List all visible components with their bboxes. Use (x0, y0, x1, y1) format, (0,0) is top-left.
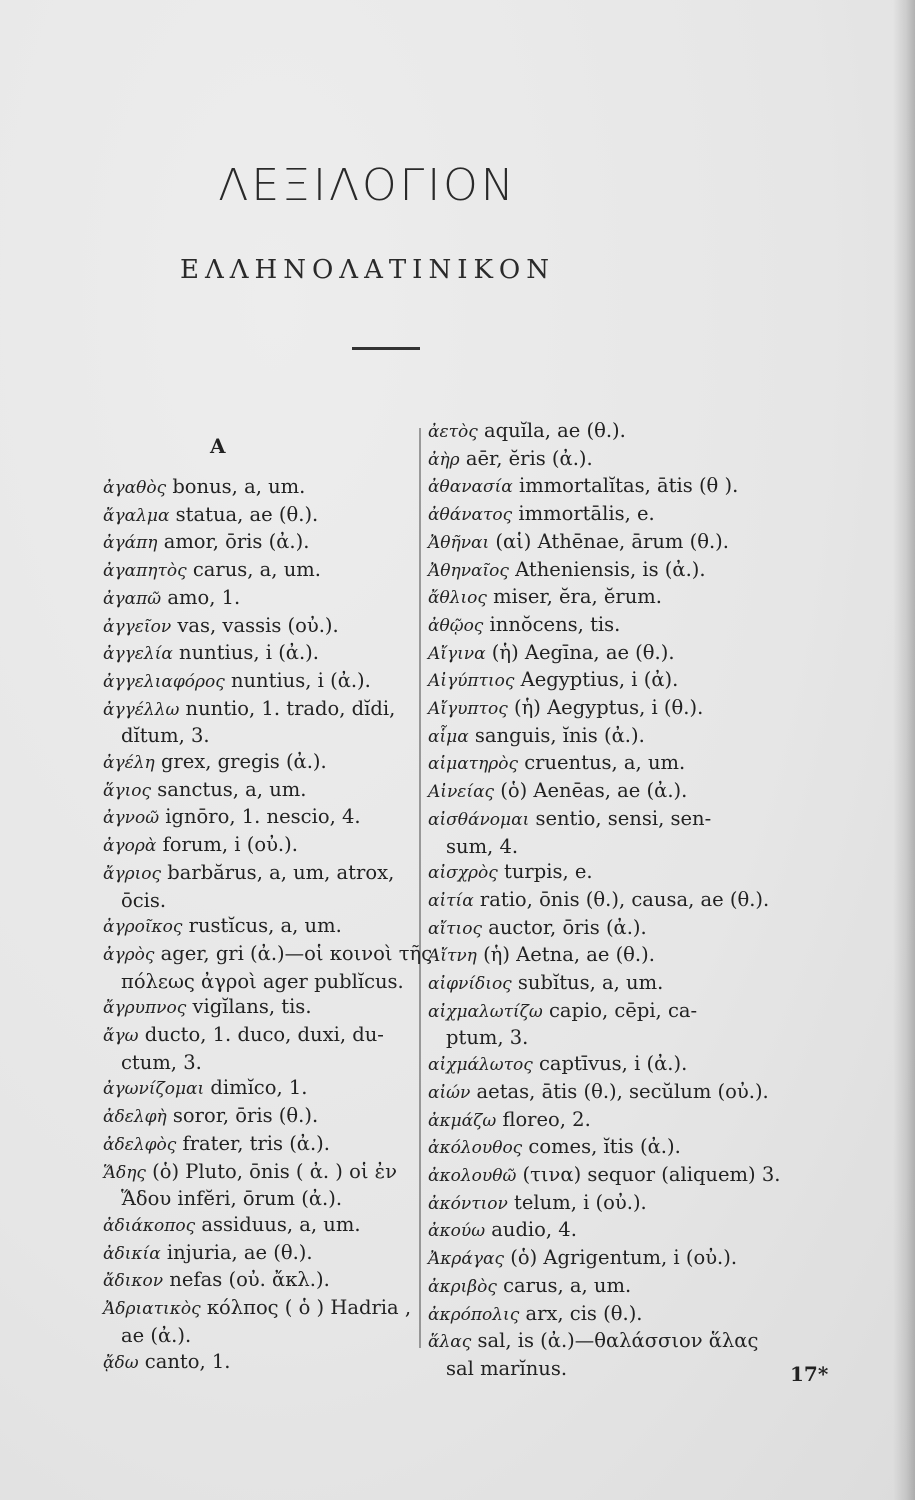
headword: αἰχμάλωτος (428, 1055, 533, 1076)
headword: ἀδελφὴ (103, 1107, 167, 1128)
headword: αἰφνίδιος (428, 974, 512, 995)
gloss: bonus, a, um. (172, 475, 306, 498)
gloss: grex, gregis (ἀ.). (160, 750, 327, 774)
dictionary-entry (428, 915, 828, 943)
headword: ἄγριος (103, 863, 162, 884)
headword: ἀκμάζω (428, 1110, 497, 1131)
gloss: ager, gri (ἀ.)—οἱ κοινοὶ τῆς (160, 941, 433, 965)
dictionary-entry (103, 1240, 421, 1268)
dictionary-entry (103, 668, 421, 696)
dictionary-entry (103, 1295, 421, 1323)
dictionary-entry (428, 695, 828, 723)
dictionary-entry (428, 667, 828, 695)
gloss: barbărus, a, um, atrox, (167, 860, 395, 884)
dictionary-entry (428, 942, 828, 970)
gloss: Aegyptius, i (ἀ). (520, 668, 679, 692)
headword: Αἴγυπτος (428, 699, 508, 720)
dictionary-entry (103, 557, 421, 585)
headword: ἀθάνατος (428, 505, 513, 526)
gloss: ignōro, 1. nescio, 4. (165, 805, 361, 829)
gloss: sentio, sensi, sen- (535, 806, 712, 830)
gloss: (ὁ) Aenēas, ae (ἀ.). (500, 779, 688, 803)
section-letter: Α (210, 434, 226, 458)
gloss: nuntius, i (ἀ.). (230, 668, 371, 692)
headword: Αἴτνη (428, 946, 477, 967)
headword: ἄθλιος (428, 588, 487, 609)
gloss: nefas (οὐ. ἄκλ.). (169, 1268, 330, 1292)
gloss: capio, cēpi, ca- (548, 998, 698, 1022)
gloss: (ὁ) Agrigentum, i (οὐ.). (510, 1246, 738, 1270)
page-title: ΛΕΞΙΛΟΓΙΟΝ (218, 160, 517, 211)
dictionary-entry (428, 473, 828, 501)
gloss: statua, ae (θ.). (175, 502, 319, 526)
gloss-continuation: dĭtum, 3. (121, 724, 210, 748)
dictionary-entry (428, 859, 828, 887)
headword: Ἀθῆναι (428, 532, 490, 553)
gloss: ratio, ōnis (θ.), causa, ae (θ.). (479, 887, 770, 911)
headword: ἀγαθὸς (103, 478, 167, 498)
headword: αἱματηρὸς (428, 754, 519, 775)
dictionary-entry (103, 1131, 421, 1159)
gloss: κόλπος ( ὁ ) Hadria , (206, 1296, 412, 1320)
gloss: Atheniensis, is (ἀ.). (515, 557, 706, 581)
dictionary-entry (103, 1212, 421, 1240)
gloss-continuation: ōcis. (121, 888, 167, 912)
dictionary-entry (103, 994, 421, 1022)
dictionary-entry (428, 887, 828, 915)
headword: ἀγγέλλω (103, 699, 180, 720)
gloss: aquĭla, ae (θ.). (483, 419, 626, 442)
headword: Αἰνείας (428, 782, 495, 803)
headword: αἰών (428, 1082, 471, 1103)
dictionary-entry (103, 696, 421, 724)
headword: αἰχμαλωτίζω (428, 1001, 543, 1022)
dictionary-entry (103, 1022, 421, 1050)
dictionary-entry (428, 806, 828, 834)
dictionary-entry (428, 418, 828, 446)
dictionary-entry (428, 1107, 828, 1135)
dictionary-entry (428, 970, 828, 998)
gloss: immortālis, e. (518, 502, 655, 526)
headword: Ἅδης (103, 1162, 146, 1183)
gloss-continuation: ptum, 3. (446, 1026, 529, 1050)
gloss: (ἡ) Aegyptus, i (θ.). (513, 696, 704, 720)
dictionary-entry (428, 1051, 828, 1079)
dictionary-entry (428, 584, 828, 612)
headword: ἀκόλουθος (428, 1138, 523, 1159)
gloss: (ἡ) Aegīna, ae (θ.). (491, 640, 675, 664)
title-rule (352, 347, 420, 350)
dictionary-entry (103, 640, 421, 668)
dictionary-entry (428, 612, 828, 640)
headword: ἀθανασία (428, 477, 513, 498)
dictionary-entry (103, 474, 421, 502)
gloss: canto, 1. (144, 1349, 231, 1373)
headword: ἀγρὸς (103, 944, 155, 965)
headword: ἀγνοῶ (103, 808, 160, 829)
dictionary-entry (428, 1134, 828, 1162)
dictionary-entry (103, 1267, 421, 1295)
headword: Αἰγύπτιος (428, 671, 515, 692)
gloss-continuation: πόλεως ἀγροὶ ager publĭcus. (121, 969, 404, 993)
gloss: floreo, 2. (502, 1107, 591, 1131)
dictionary-entry (103, 1349, 421, 1377)
headword: αἰτία (428, 890, 474, 911)
gloss: audio, 4. (491, 1218, 577, 1242)
gloss: ducto, 1. duco, duxi, du- (144, 1023, 384, 1047)
headword: ἀκρόπολις (428, 1304, 520, 1325)
dictionary-entry (428, 1190, 828, 1218)
headword: ἀθῷος (428, 615, 484, 636)
headword: ἀγωνίζομαι (103, 1079, 205, 1100)
gloss: frater, tris (ἀ.). (182, 1131, 330, 1155)
headword: ἀγαπητὸς (103, 561, 187, 582)
headword: Ἀκράγας (428, 1249, 505, 1270)
headword: ἀὴρ (428, 449, 460, 470)
dictionary-entry (103, 804, 421, 832)
gloss: amo, 1. (167, 585, 241, 609)
dictionary-entry (103, 941, 433, 969)
dictionary-entry (428, 446, 828, 474)
dictionary-entry (103, 832, 421, 860)
gloss: arx, cis (θ.). (525, 1301, 643, 1325)
page-edge-shadow (893, 0, 915, 1500)
dictionary-entry (428, 640, 828, 668)
dictionary-entry (428, 1079, 828, 1107)
gloss-continuation: ctum, 3. (121, 1050, 202, 1074)
gloss: forum, i (οὐ.). (162, 833, 298, 857)
headword: αἰσχρὸς (428, 863, 498, 884)
gloss: (τινα) sequor (aliquem) 3. (522, 1162, 781, 1186)
right-column (428, 418, 828, 1382)
dictionary-entry (103, 749, 421, 777)
headword: ἀγροῖκος (103, 917, 183, 938)
headword: ἅγιος (103, 780, 152, 801)
dictionary-entry (428, 723, 828, 751)
dictionary-entry (428, 529, 828, 557)
gloss: assiduus, a, um. (201, 1212, 361, 1236)
left-column (103, 474, 433, 1376)
headword: ἀκολουθῶ (428, 1165, 517, 1186)
headword: ἀγγελιαφόρος (103, 671, 225, 692)
headword: ἀγγεῖον (103, 616, 172, 637)
gloss: rustĭcus, a, um. (188, 914, 342, 938)
headword: αἰσθάνομαι (428, 809, 530, 830)
headword: ἀετὸς (428, 422, 478, 442)
headword: ἄγω (103, 1026, 139, 1047)
gloss-continuation: sum, 4. (446, 834, 519, 858)
headword: ἄγαλμα (103, 505, 170, 526)
gloss: sanctus, a, um. (157, 777, 307, 801)
gloss: nuntio, 1. trado, dĭdi, (185, 696, 396, 720)
headword: ἀκόντιον (428, 1193, 508, 1214)
headword: ἄγρυπνος (103, 998, 187, 1019)
headword: αἷμα (428, 726, 469, 747)
gloss-continuation: Ἅδου infĕri, ōrum (ἀ.). (121, 1187, 343, 1211)
dictionary-entry (103, 1159, 421, 1187)
gloss: (ἡ) Aetna, ae (θ.). (483, 943, 655, 967)
dictionary-entry (428, 501, 828, 529)
headword: αἴτιος (428, 918, 482, 939)
dictionary-entry (103, 502, 421, 530)
gloss: auctor, ōris (ἀ.). (488, 915, 647, 939)
dictionary-entry (103, 529, 421, 557)
dictionary-entry (428, 1217, 828, 1245)
gloss: carus, a, um. (192, 558, 321, 582)
gloss: turpis, e. (504, 860, 593, 884)
headword: ἀγέλη (103, 753, 155, 774)
gloss: miser, ĕra, ĕrum. (493, 585, 662, 609)
headword: ἀγορὰ (103, 836, 157, 857)
dictionary-entry (103, 585, 421, 613)
dictionary-entry (428, 557, 828, 585)
gloss-continuation: ae (ἀ.). (121, 1323, 192, 1347)
gloss: (ὁ) Pluto, ōnis ( ἀ. ) οἱ ἐν (152, 1159, 397, 1183)
gloss: sal, is (ἀ.)—θαλάσσιον ἅλας (477, 1329, 759, 1353)
gloss: carus, a, um. (503, 1273, 632, 1297)
dictionary-entry (103, 613, 421, 641)
headword: ἀγάπη (103, 533, 158, 554)
headword: ἀγγελία (103, 644, 173, 665)
headword: ἀδελφὸς (103, 1134, 177, 1155)
dictionary-entry (103, 860, 421, 888)
dictionary-entry (103, 913, 421, 941)
dictionary-entry (428, 998, 828, 1026)
gloss: telum, i (οὐ.). (514, 1190, 647, 1214)
gloss: soror, ōris (θ.). (172, 1104, 319, 1128)
gloss-continuation: sal marĭnus. (446, 1356, 568, 1380)
headword: Ἀδριατικὸς (103, 1299, 201, 1320)
gloss: dimĭco, 1. (210, 1076, 308, 1100)
headword: ἀδιάκοπος (103, 1215, 196, 1236)
headword: ᾄδω (103, 1352, 139, 1373)
gloss: subĭtus, a, um. (517, 971, 664, 995)
dictionary-entry (428, 1328, 828, 1356)
dictionary-entry (103, 1103, 421, 1131)
headword: ἀκούω (428, 1221, 486, 1242)
gloss: captīvus, i (ἀ.). (538, 1052, 688, 1076)
gloss: injuria, ae (θ.). (166, 1240, 313, 1264)
gloss: aēr, ĕris (ἀ.). (465, 446, 593, 470)
gloss: nuntius, i (ἀ.). (179, 641, 319, 665)
headword: ἀδικία (103, 1243, 161, 1264)
dictionary-entry (428, 1273, 828, 1301)
gloss: innŏcens, tis. (489, 612, 621, 636)
headword: ἄδικον (103, 1271, 164, 1292)
page-number: 17* (790, 1362, 829, 1386)
dictionary-entry (428, 778, 828, 806)
gloss: cruentus, a, um. (524, 751, 686, 775)
gloss: comes, ĭtis (ἀ.). (528, 1135, 681, 1159)
dictionary-entry (428, 750, 828, 778)
page-subtitle: ΕΛΛΗΝΟΛΑΤΙΝΙΚΟΝ (180, 255, 555, 285)
headword: ἀκριβὸς (428, 1276, 497, 1297)
dictionary-entry (103, 777, 421, 805)
dictionary-entry (428, 1245, 828, 1273)
headword: Ἀθηναῖος (428, 560, 509, 581)
gloss: vigĭlans, tis. (192, 995, 312, 1019)
gloss: aetas, ātis (θ.), secŭlum (οὐ.). (476, 1079, 769, 1103)
gloss: vas, vassis (οὐ.). (177, 613, 339, 637)
headword: ἅλας (428, 1332, 472, 1353)
gloss: (αἱ) Athēnae, ārum (θ.). (495, 529, 729, 553)
dictionary-entry (428, 1162, 828, 1190)
gloss: immortalĭtas, ātis (θ ). (518, 474, 739, 498)
gloss: amor, ōris (ἀ.). (163, 530, 310, 554)
dictionary-entry (103, 1075, 421, 1103)
dictionary-entry (428, 1301, 828, 1329)
headword: ἀγαπῶ (103, 588, 162, 609)
headword: Αἴγινα (428, 643, 486, 664)
gloss: sanguis, ĭnis (ἀ.). (474, 723, 645, 747)
